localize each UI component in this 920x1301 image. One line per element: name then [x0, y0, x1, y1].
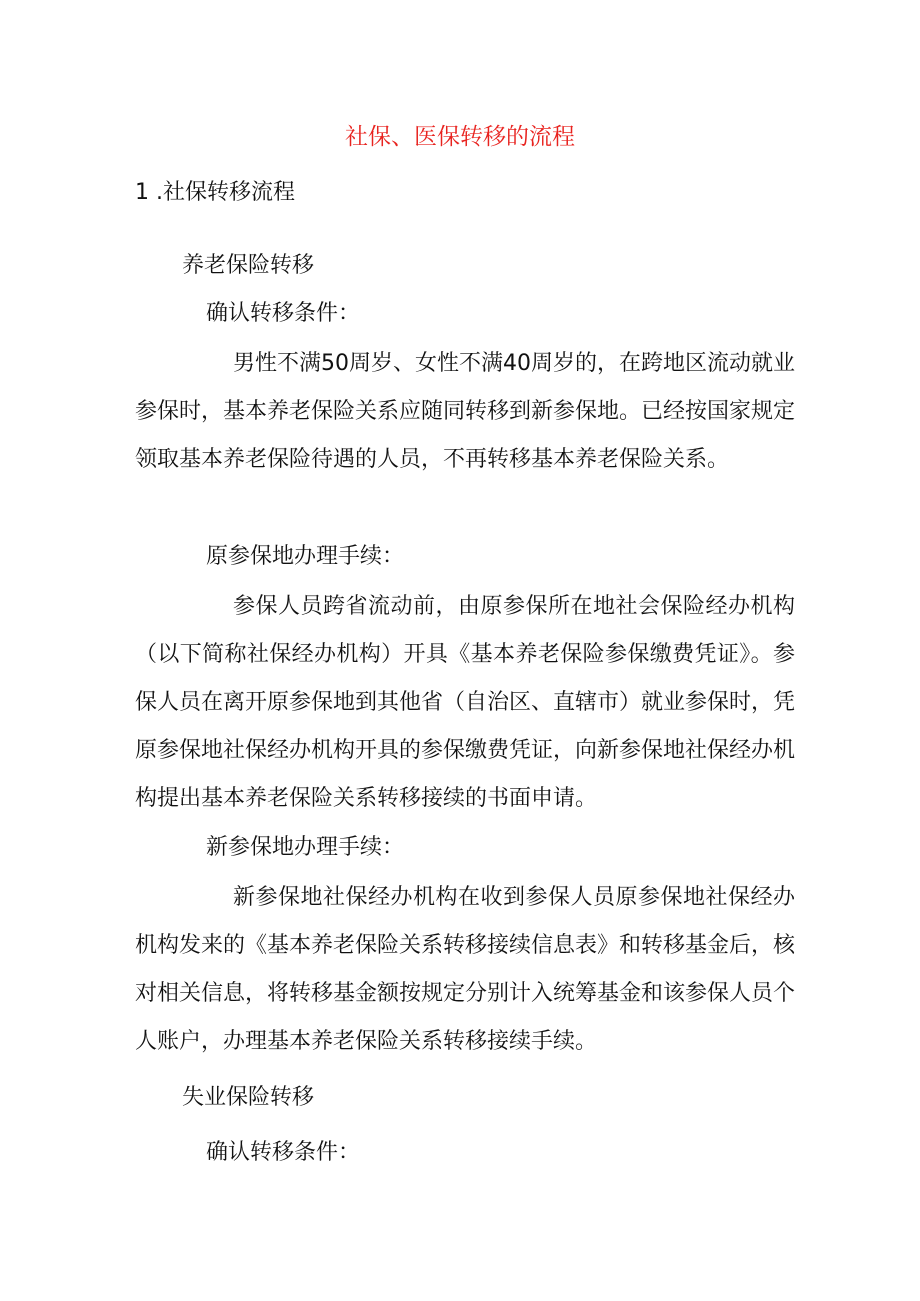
pension-conditions-label: 确认转移条件： [206, 301, 361, 326]
pension-new-location-label: 新参保地办理手续： [206, 835, 405, 860]
pension-conditions-text: 男性不满50周岁、女性不满40周岁的，在跨地区流动就业参保时，基本养老保险关系应随同转移到新参保地。已经按国家规定领取基本养老保险待遇的人员，不再转移基本养老保险关系。 [135, 351, 796, 472]
pension-original-location-text: 参保人员跨省流动前，由原参保所在地社会保险经办机构（以下简称社保经办机构）开具《基本养老保险参保缴费凭证》。参保人员在离开原参保地到其他省（自治区、直辖市）就业参保时，凭原参保地社保经办机构开具的参保缴费凭证，向新参保地社保经办机构提出基本养老保险关系转移接续的书面申请。 [135, 594, 796, 811]
pension-original-location-label: 原参保地办理手续： [206, 544, 405, 569]
subsection-heading-pension: 养老保险转移 [182, 253, 315, 278]
pension-new-location-text: 新参保地社保经办机构在收到参保人员原参保地社保经办机构发来的《基本养老保险关系转移接续信息表》和转移基金后，核对相关信息，将转移基金额按规定分别计入统筹基金和该参保人员个人账户，办理基本养老保险关系转移接续手续。 [135, 885, 796, 1054]
unemployment-conditions-label: 确认转移条件： [206, 1140, 361, 1165]
subsection-heading-unemployment: 失业保险转移 [182, 1085, 315, 1110]
section-heading-social-insurance: 1 .社保转移流程 [135, 180, 295, 205]
document-title: 社保、医保转移的流程 [345, 124, 575, 150]
